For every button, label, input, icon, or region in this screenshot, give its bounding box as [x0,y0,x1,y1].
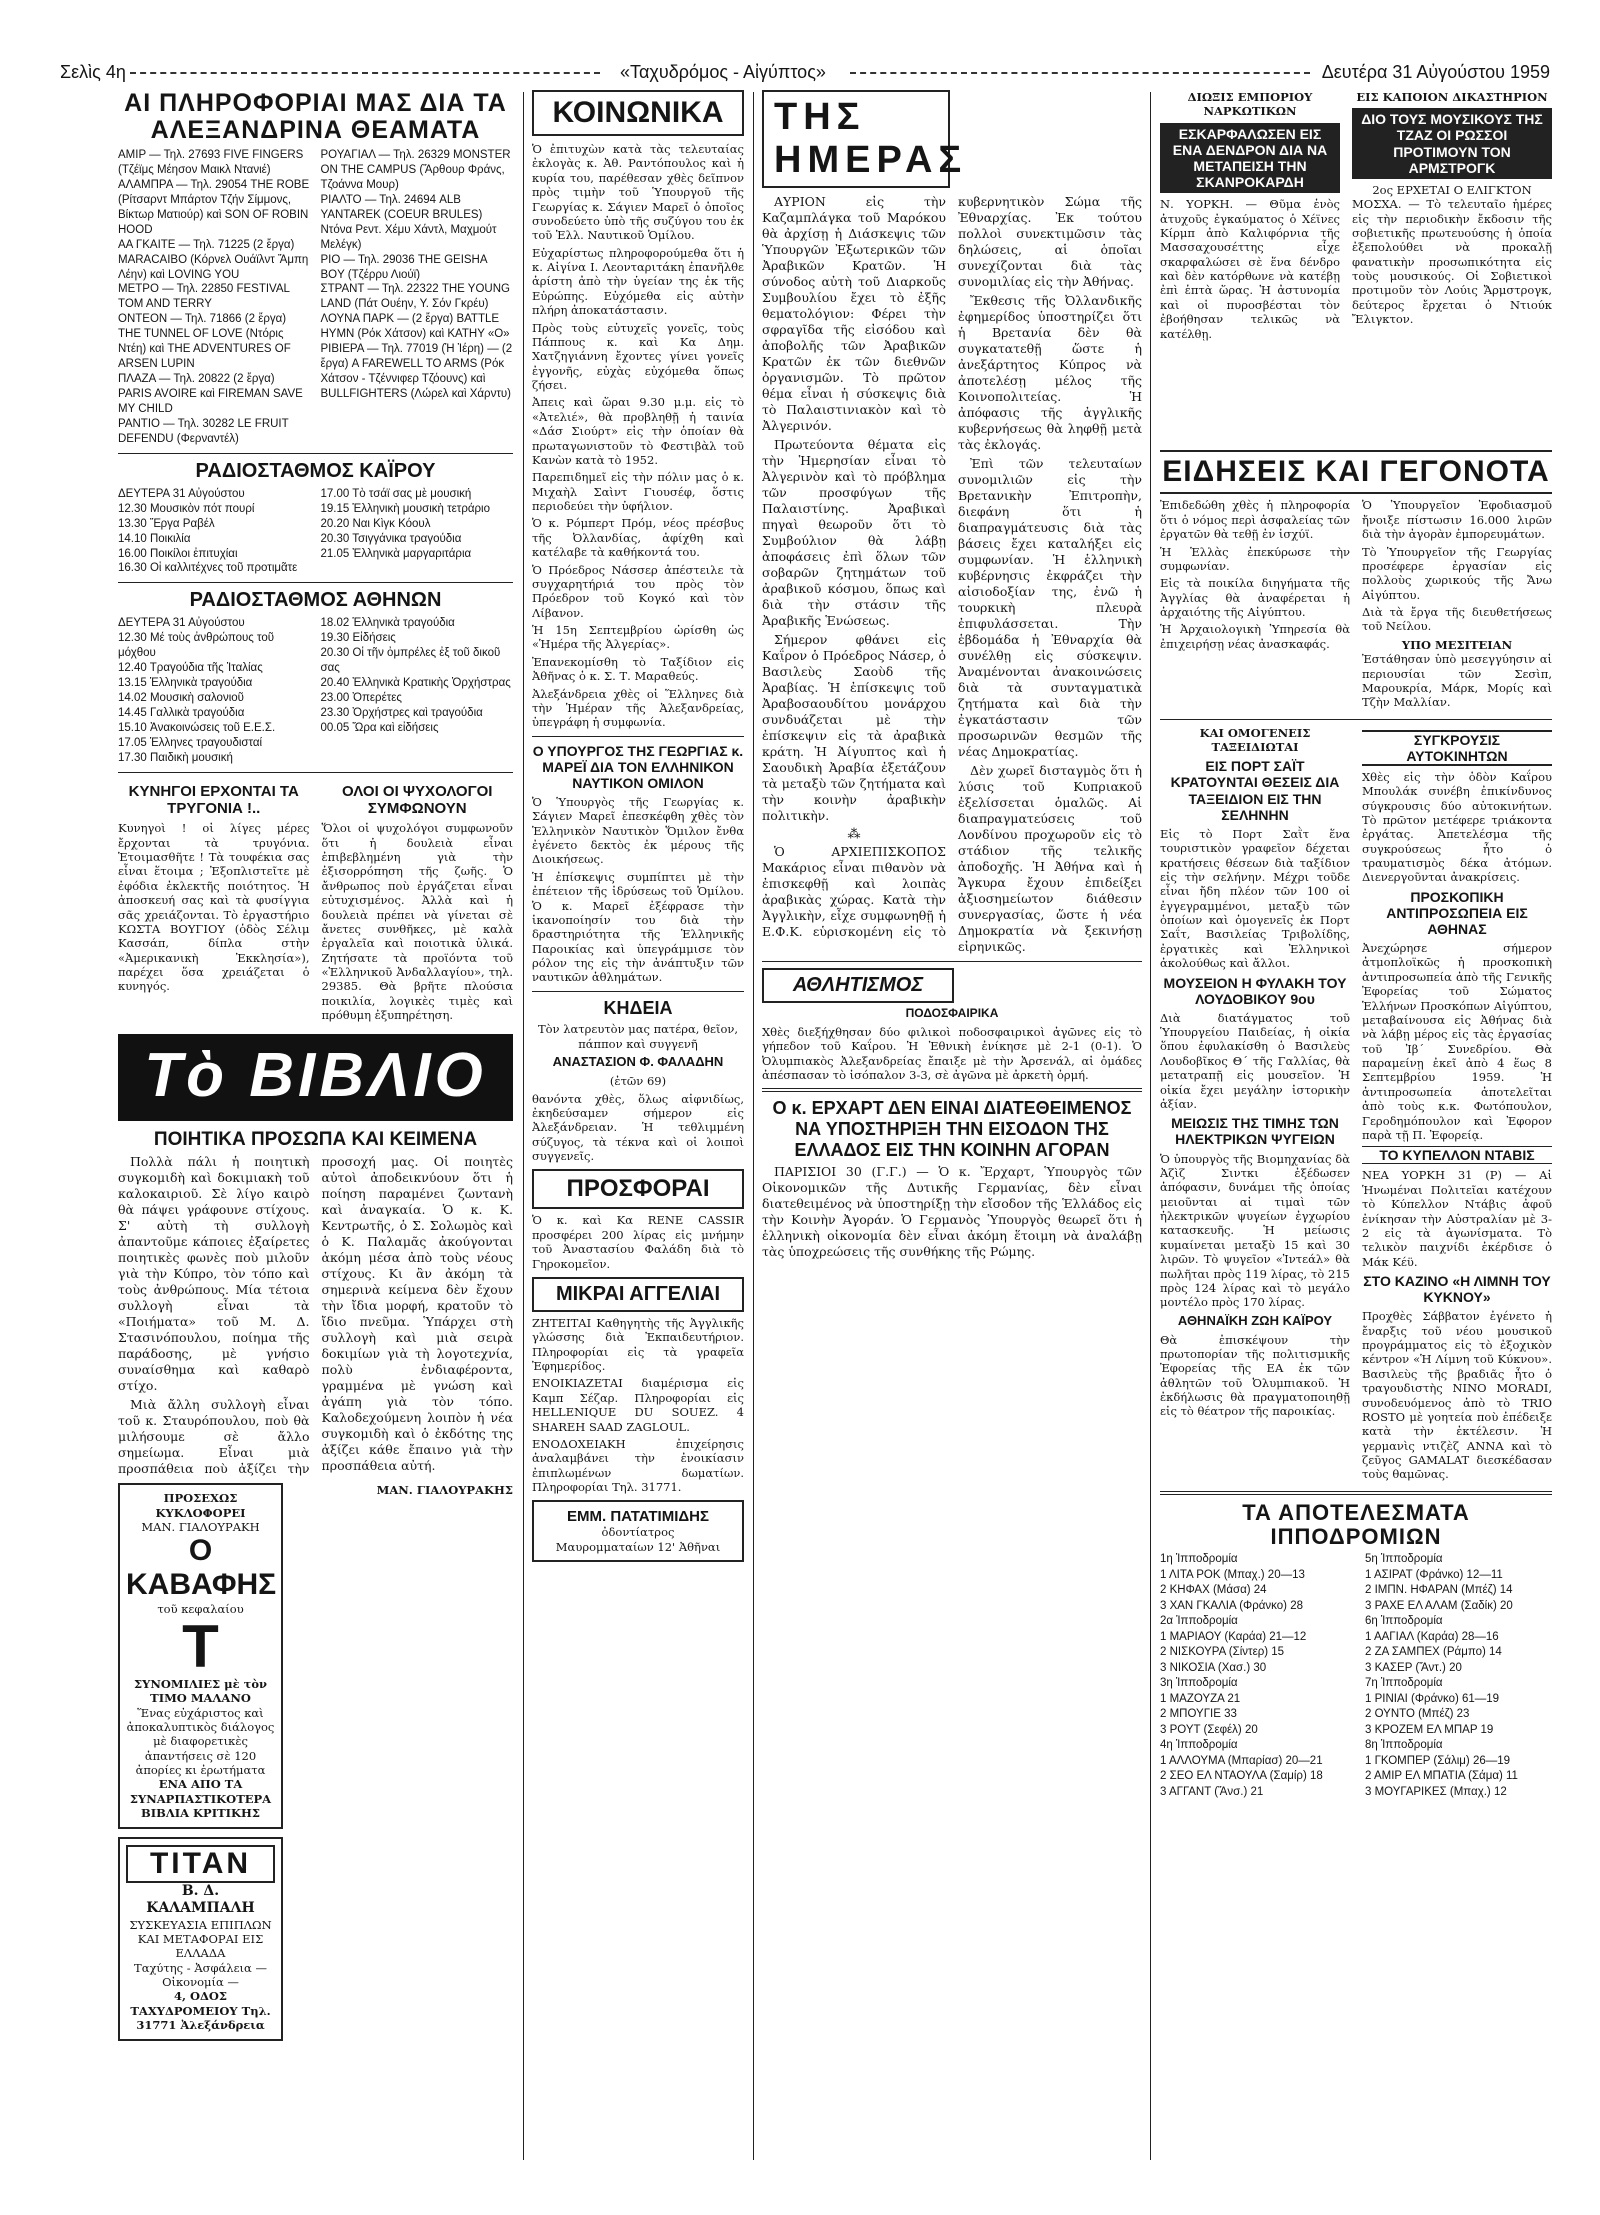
sports-text: Χθὲς διεξήχθησαν δύο φιλικοὶ ποδοσφαιρικοὶ ἀγῶνες εἰς τὸ γήπεδον τοῦ Καΐρου. Ἡ Ἐθνικὴ ἐνίκησε μὲ 2-1 (0-1). Ὁ Ὀλυμπιακὸς Ἀλεξανδρείας ἔπαιξε μὲ τὴν Ἀρσενάλ, αἱ ὀμάδες ἀπέσπασαν τὸ ἰσόπαλον 3-3, σὲ ἀγῶνα μὲ ἀρκετὴ ὁρμή. [762,1024,1142,1082]
cinema-listings [118,148,513,447]
cairo-life-text: Θὰ ἐπισκέψουν τὴν πρωτοπορίαν τῆς πολιτισμικῆς Ἐφορείας τῆς ΕΑ ἐκ τῶν ἀθλητῶν τοῦ Ὀλυμπιακοῦ. Ἡ ἐκδήλωσις θὰ πραγματοποιηθῇ εἰς τὸ θέατρον τῆς παροικίας. [1160,1332,1350,1419]
sports-subheader: ΠΟΔΟΣΦΑΙΡΙΚΑ [905,1006,999,1020]
paper-name: «Ταχυδρόμος - Αἰγύπτος» [620,62,826,82]
race-line: 1 ΛΙΤΑ ΡΟΚ (Μπαχ.) 20—13 [1160,1568,1305,1581]
cinema-list-a [118,148,311,447]
smuggling-text: Ν. ΥΟΡΚΗ. — Θῦμα ἑνὸς ἀτυχοῦς ἐγκαύματος ὁ Χέϊνες Κίρμπ ἀπὸ Καλιφόρνια τῆς Μασσαχουσέττης εἶχε σκαρφαλώσει σὲ ἕνα δένδρο καὶ δὲν κατόρθωνε νὰ κατέβῃ ἐπὶ ἑπτὰ ὥρας. Ἡ ἀστυνομία καὶ οἱ πυροσβέσται τὸν ἐβοήθησαν τελικῶς νὰ κατέλθῃ. [1160,197,1340,341]
race-line: 4η Ἱπποδρομία [1160,1739,1238,1752]
divider [118,772,513,773]
paragraph: Σήμερον φθάνει εἰς Καΐρον ὁ Πρόεδρος Νάσερ, ὁ Βασιλεὺς Σαοὺδ τῆς Ἀραβίας. Ἡ ἐπίσκεψις τοῦ Ἀραβοσαουδίτου μονάρχου συνδυάζεται μὲ τὴν ἐπίσκεψιν εἰς τὰ ἀραβικὰ κράτη. Ἡ Ἀίγυπτος καὶ ἡ Σαουδικὴ Ἀραβία ἐξετάζουν τὰ μεταξὺ τῶν ζητήματα καὶ τὴν κοινὴν ἀραβικὴν πολιτικὴν. [762,632,946,823]
book-signature: ΜΑΝ. ΓΙΑΛΟΥΡΑΚΗΣ [376,1483,513,1498]
paragraph: Ὁ Ὑπουργὸς τῆς Γεωργίας κ. Σάγιεν Μαρεῖ ἐπεσκέφθη χθὲς τὸν Ἑλληνικὸν Ναυτικὸν Ὅμιλον ἔνθα ἐγένετο δεκτὸς ἐκ μέρους τῆς Διοικήσεως. [532,794,744,867]
race-line: 1 ΓΚΟΜΠΕΡ (Σάλιμ) 26—19 [1365,1754,1511,1767]
race-line: 3 ΡΟΥΤ (Σεφέλ) 20 [1160,1723,1258,1736]
schedule-item: 14.45 Γαλλικὰ τραγούδια [118,707,245,719]
dentist-role: ὀδοντίατρος [601,1525,675,1540]
schedule-date: ΔΕΥΤΕΡΑ 31 Αὐγούστου [118,617,245,630]
kavafis-desc: Ἕνας εὐχάριστος καὶ ἀποκαλυπτικὸς διάλογος μὲ διαφορετικὲς ἀπαντήσεις σὲ 120 ἀπορίες κι ἐρωτήματα [126,1705,275,1778]
separator: ⁂ [847,827,861,842]
race-line: 2 ΑΜΙΡ ΕΛ ΜΠΑΤΙΑ (Σάμα) 11 [1365,1770,1518,1783]
scouts-title: ΠΡΟΣΚΟΠΙΚΗ ΑΝΤΙΠΡΟΣΩΠΕΙΑ ΕΙΣ ΑΘΗΝΑΣ [1386,888,1528,938]
psych-title: ΟΛΟΙ ΟΙ ΨΥΧΟΛΟΓΟΙ ΣΥΜΦΩΝΟΥΝ [342,782,493,817]
page-header-strip [60,62,1550,84]
book-article [118,1154,513,1477]
cairo-radio-title: ΡΑΔΙΟΣΤΑΘΜΟΣ ΚΑΪΡΟΥ [195,459,436,482]
kavafis-letter: Τ [182,1612,219,1680]
news-item: Ἡ Ἑλλὰς ἐπεκύρωσε τὴν συμφωνίαν. [1160,544,1350,573]
cairo-life-title: ΑΘΗΝΑΪΚΗ ΖΩΗ ΚΑΪΡΟΥ [1177,1312,1333,1328]
paragraph: Δὲν χωρεῖ δισταγμὸς ὅτι ἡ λύσις τοῦ Κυπριακοῦ ἐξελίσσεται ὁμαλῶς. Αἱ διαπραγματεύσεις τοῦ Λονδίνου προχωροῦν εἰς τὸ στάδιον τῆς τελικῆς ἀποδοχῆς. Ἡ Ἀθήνα καὶ ἡ Ἄγκυρα ἔχουν ἐπιδείξει ἀξιοσημείωτον διάθεσιν συνεργασίας, ὥστε ἡ νέα Δημοκρατία νὰ ξεκινήσῃ εἰρηνικῶς. [958,763,1142,954]
race-line: 6η Ἱπποδρομία [1365,1615,1443,1628]
social-item: Εὐχαρίστως πληροφορούμεθα ὅτι ἡ κ. Αἰγίνα Ι. Λεονταριτάκη ἐπανῆλθε ἀρίστη ἀπὸ τὴν ὑγείαν της ἐκ τῆς Εὐρώπης. Εὐχόμεθα εἰς αὐτὴν πλήρη ἀποκατάστασιν. [532,245,744,318]
scouts-text: Ἀνεχώρησε σήμερον ἀτμοπλοϊκῶς ἡ προσκοπικὴ ἀντιπροσωπεία ἀπὸ τῆς Γενικῆς Ἐφορείας τοῦ Σώματος Ἑλλήνων Προσκόπων Αἰγύπτου, μεταβαίνουσα εἰς Ἀθήνας διὰ νὰ λάβῃ μέρος εἰς τὰς ἐργασίας τοῦ Ἰβ΄ Συνεδρίου. Θὰ παραμείνῃ ἐκεῖ ἀπὸ 4 ἕως 8 Σεπτεμβρίου 1959. Ἡ ἀντιπροσωπεία ἀποτελεῖται ἀπὸ τοὺς κ.κ. Φωτόπουλον, Γεροδημόπουλον καὶ Ἐφορον παρὰ τῇ Π. Ἐφορείᾳ. [1362,941,1552,1142]
cinema-item: ΑΛΑΜΠΡΑ — Τηλ. 29054 THE ROBE (Ρίτσαρντ Μπάρτον Τζήν Σίμμονς, Βίκτωρ Ματιούρ) καὶ SON OF ROBIN HOOD [118,178,310,236]
titan-line1: ΣΥΣΚΕΥΑΣΙΑ ΕΠΙΠΛΩΝ [129,1917,272,1932]
cinema-item: ΡΙΒΙΕΡΑ — Τηλ. 77019 (Ἡ Ἱέρη) — (2 ἔργα) A FAREWELL TO ARMS (Ρόκ Χάτσον - Τζέννιφερ Τζόουνς) καὶ BULLFIGHTERS (Λώρελ καὶ Χάρντυ) [320,343,513,400]
schedule-item: 20.30 Οἱ τῆν ὀμπρέλες ἐξ τοῦ δικοῦ σας [320,647,501,675]
schedule-item: 19.30 Εἰδήσεις [320,632,396,645]
accidents-text: Χθὲς εἰς τὴν ὁδὸν Καΐρου Μπουλάκ συνέβη ἐπικίνδυνος σύγκρουσις δύο αὐτοκινήτων. Τὸ πρῶτον μετέφερε τριάκοντα ἐργάτας. Ἀπετελέσμα τῆς συγκρούσεως ἦτο ὁ τραυματισμὸς δέκα ἀτόμων. Διενεργοῦνται ἀνακρίσεις. [1362,769,1552,885]
athens-schedule-a [118,616,311,765]
of-the-day-masthead: ΤΗΣ ΗΜΕΡΑΣ [762,90,950,188]
psych-ad [322,779,514,1026]
athens-radio-schedule [118,616,513,765]
social-item: Ἀλεξάνδρεια χθὲς οἱ Ἕλληνες διὰ τὴν Ἡμέραν τῆς Ἀλεξανδρείας, ὑπεγράφη ἡ συμφωνία. [532,686,744,730]
column-second [532,90,744,2160]
raff-text: Εἰς τὸ Πορτ Σαῒτ ἕνα τουριστικὸν γραφεῖον δέχεται κρατήσεις θέσεων διὰ ταξίδιον εἰς τὴν σελήνην. Μέχρι τοῦδε εἶναι ἤδη πλέον τῶν 100 οἱ ἐγγεγραμμένοι, μεταξὺ τῶν ὁποίων καὶ ὁμογενεῖς ἐκ Πορτ Σαΐτ, Βασιλείας Τριβολίδης, ἐργατικὲς καὶ Ἑλληνικοὶ ἀκολούθως καὶ ἄλλοι. [1160,826,1350,971]
lower-col-a [1160,726,1350,1485]
schedule-item: 12.30 Μουσικὸν πότ πουρί [118,502,255,515]
cairo-schedule-a [118,487,311,577]
schedule-item: 17.05 Ἑλληνες τραγουδισταί [118,736,263,749]
ads-bottom-right [293,1483,513,2040]
erhard-text: ΠΑΡΙΣΙΟΙ 30 (Γ.Γ.) — Ὁ κ. Ἔρχαρτ, Ὑπουργὸς τῶν Οἰκονομικῶν τῆς Δυτικῆς Γερμανίας, δὲν εἶναι διατεθειμένος νὰ ὑποστηρίξῃ τὴν εἴσοδον τῆς Ἑλλάδος εἰς τὴν Κοινὴν Ἀγοράν. Ὁ Γερμανὸς Ὑπουργὸς θεωρεῖ ὅτι ἡ ἑλληνικὴ οἰκονομία δὲν εἶναι ἀκόμη ἕτοιμη νὰ ἀναλάβῃ τὰς ὑποχρεώσεις τῆς συνθήκης τῆς Ρώμης. [762,1164,1142,1260]
titan-ad [118,1837,283,2041]
news-item: Διὰ τὰ ἔργα τῆς διευθετήσεως τοῦ Νείλου. [1362,605,1552,634]
funeral-title: ΚΗΔΕΙΑ [603,997,673,1018]
classified-item: ΖΗΤΕΙΤΑΙ Καθηγητὴς τῆς Ἀγγλικῆς γλώσσης διὰ Ἐκπαιδευτήριον. Πληροφορίαι εἰς τὰ γραφεῖα Ἐφημερίδος. [532,1315,744,1374]
column-rule [523,92,524,2160]
titan-owner: Β. Δ. ΚΑΛΑΜΠΑΛΗ [146,1882,255,1917]
race-line: 3 ΝΙΚΟΣΙΑ (Χασ.) 30 [1160,1661,1267,1674]
rome-text: ΜΟΣΧΑ. — Τὸ τελευταῖο ἡμέρες εἰς τὴν περιοδικὴν ἔκδοσιν τῆς σοβιετικῆς πρωτευούσης ἡ ὁποία ἐξεπολούθει νὰ προκαλῇ φανατικὴν προσωπικότητα εἰς τοὺς μουσικούς. Οἱ Σοβιετικοὶ προτιμοῦν τὸν Λούις Ἄρμστρογκ, δεύτερος ἔρχεται ὁ Ντιούκ Ἔλιγκτον. [1352,197,1552,327]
schedule-item: 23.00 Ὀπερέτες [320,692,402,705]
page-number: Σελὶς 4η [60,62,126,82]
classified-item: ΕΝΟΔΟΧΕΙΑΚΗ ἐπιχείρησις ἀναλαμβάνει τὴν ἐνοικίασιν ἐπιπλωμένων δωματίων. Πληροφορίαι Τηλ. 31771. [532,1436,744,1495]
schedule-item: 13.30 Ἔργα Ραβέλ [118,517,215,530]
race-line: 5η Ἱπποδρομία [1365,1553,1443,1566]
issue-date: Δευτέρα 31 Αὐγούστου 1959 [1321,62,1550,82]
header-dash-right [850,72,1310,74]
race-line: 1 ΑΣΙΡΑΤ (Φράνκο) 12—11 [1365,1568,1503,1581]
rome-label: ΕΙΣ ΚΑΠΟΙΟΝ ΔΙΚΑΣΤΗΡΙΟΝ [1356,90,1548,104]
paragraph: Ἔκθεσις τῆς Ὀλλανδικῆς ἐφημερίδος ὑποστηρίζει ὅτι ἡ Βρετανία δὲν θὰ συγκατατεθῇ ὥστε ἡ ἀνεξάρτητος Κύπρος νὰ ἀποτελέσῃ μέλος τῆς Κοινοπολιτείας. Ἡ ἀπόφασις τῆς ἀγγλικῆς κυβερνήσεως θὰ ληφθῇ μετὰ τὰς ἐκλογάς. [958,293,1142,452]
divider [118,453,513,454]
offers-text: Ὁ κ. καὶ Κα RENE CASSIR προσφέρει 200 λίρας εἰς μνήμην τοῦ Ἀναστασίου Φαλάδη διὰ τὸ Γηροκομεῖον. [532,1213,744,1271]
kavafis-name: Ο ΚΑΒΑΦΗΣ [126,1534,277,1602]
appoint-label: ΥΠΟ ΜΕΣΙΤΕΙΑΝ [1401,637,1513,652]
race-line: 2 ΜΠΟΥΓΙΕ 33 [1160,1708,1237,1721]
race-line: 2 ΙΜΠΝ. ΗΦΑΡΑΝ (Μπέζ) 14 [1365,1584,1513,1597]
races-list-b [1365,1552,1552,1800]
athens-radio-title: ΡΑΔΙΟΣΤΑΘΜΟΣ ΑΘΗΝΩΝ [189,589,442,612]
news-facts-body [1160,498,1552,712]
ad-row [118,779,513,1026]
lower-right-body [1160,726,1552,1485]
news-list-b [1362,498,1552,712]
race-line: 2 ΟΥΝΤΟ (Μπέζ) 23 [1365,1708,1470,1721]
column-left [118,90,513,2160]
schedule-item: 19.15 Ἑλληνικὴ μουσικὴ τετράριο [320,502,491,515]
kavafis-top: ΠΡΟΣΕΧΩΣ ΚΥΚΛΟΦΟΡΕΙ [155,1491,246,1520]
schedule-item: 14.10 Ποικιλία [118,532,191,545]
kavafis-sub: τοῦ κεφαλαίου [157,1602,244,1617]
accidents-title: ΣΥΓΚΡΟΥΣΙΣ ΑΥΤΟΚΙΝΗΤΩΝ [1362,730,1552,766]
titan-line3: Ταχύτης - Ἀσφάλεια — Οἰκονομία — [134,1960,267,1990]
social-item: Ὁ Πρόεδρος Νάσσερ ἀπέστειλε τὰ συγχαρητήριά του πρὸς τὸν Πρόεδρον τοῦ Κογκό καὶ τὸν Λίβανον. [532,562,744,620]
paragraph: Ἡ ἐπίσκεψις συμπίπτει μὲ τὴν ἐπέτειον τῆς ἱδρύσεως τοῦ Ὁμίλου. Ὁ κ. Μαρεῖ ἐξέφρασε τὴν ἱκανοποίησίν του διὰ τὴν δραστηριότητα τῆς Ἑλληνικῆς Παροικίας καὶ ὑπεγράμμισε τὸν ρόλον της εἰς τὴν ἀνάπτυξιν τῶν ναυτικῶν ἀθλημάτων. [532,869,744,985]
race-line: 2 ΖΑ ΣΑΜΠΕΧ (Ράμπο) 14 [1365,1646,1502,1659]
funeral-name: ΑΝΑΣΤΑΣΙΟΝ Φ. ΦΑΛΑΔΗΝ [552,1054,724,1070]
offers-title: ΠΡΟΣΦΟΡΑΙ [532,1169,744,1209]
race-line: 1 ΡΙΝΙΑΙ (Φράνκο) 61—19 [1365,1692,1500,1705]
divider [762,1088,1142,1092]
social-item: Ὁ ἐπιτυχὼν κατὰ τὰς τελευταίας ἐκλογὰς κ. Ἀθ. Ραντόπουλος καὶ ἡ κυρία του, παρέθεσαν χθὲς δεῖπνον πρὸς τιμὴν τοῦ Ὑπουργοῦ τῆς Γεωργίας κ. Σάγιεν Μαρεῖ ὁ ὁποῖος συνοδεύετο ὑπὸ τῆς συζύγου του ἐκ τοῦ Ἑλλ. Ναυτικοῦ Ὁμίλου. [532,142,744,243]
ads-bottom-left [118,1483,283,2040]
book-title: ΠΟΙΗΤΙΚΑ ΠΡΟΣΩΠΑ ΚΑΙ ΚΕΙΜΕΝΑ [153,1128,478,1150]
race-line: 3 ΜΟΥΓΑΡΙΚΕΣ (Μπαχ.) 12 [1365,1786,1507,1798]
dentist-name: ΕΜΜ. ΠΑΤΑΤΙΜΙΔΗΣ [567,1508,709,1526]
race-line: 2α Ἱπποδρομία [1160,1615,1238,1628]
schedule-item: 20.30 Τσιγγάνικα τραγούδια [320,532,462,545]
race-line: 3 ΑΓΓΑΝΤ (Ἄνσ.) 21 [1160,1786,1264,1798]
funeral-text-2: θανόντα χθὲς, ὅλως αἰφνιδίως, ἐκηδεύσαμεν σήμερον εἰς Ἀλεξάνδρειαν. Ἡ τεθλιμμένη σύζυγος, τὰ τέκνα καὶ οἱ λοιποὶ συγγενεῖς. [532,1091,744,1164]
hunters-title: ΚΥΝΗΓΟΙ ΕΡΧΟΝΤΑΙ ΤΑ ΤΡΥΓΟΝΙΑ !.. [128,782,299,817]
rome-title: ΔΙΟ ΤΟΥΣ ΜΟΥΣΙΚΟΥΣ ΤΗΣ ΤΖΑΖ ΟΙ ΡΩΣΣΟΙ ΠΡΟΤΙΜΟΥΝ ΤΟΝ ΑΡΜΣΤΡΟΓΚ [1352,108,1552,178]
race-line: 1η Ἱπποδρομία [1160,1553,1238,1566]
social-item: Παρεπιδημεῖ εἰς τὴν πόλιν μας ὁ κ. Μιχαὴλ Σαὶντ Γιουσέφ, ὅστις περιοδεύει τὴν ὑφήλιον. [532,470,744,513]
schedule-date: ΔΕΥΤΕΡΑ 31 Αὐγούστου [118,487,245,500]
kavafis-series: ΕΝΑ ΑΠΟ ΤΑ ΣΥΝΑΡΠΑΣΤΙΚΟΤΕΡΑ ΒΙΒΛΙΑ ΚΡΙΤΙΚΗΣ [129,1777,272,1821]
social-item: Ὁ κ. Ρόμπερτ Πρόμ, νέος πρέσβυς τῆς Ὀλλανδίας, ἀφίχθη καὶ κατέλαβε τὰ καθήκοντά του. [532,516,744,560]
header-dash-left [130,72,600,74]
athens-schedule-b [321,616,514,765]
schedule-item: 12.40 Τραγούδια τῆς Ἰταλίας [118,662,263,675]
davis-cup-text: ΝΕΑ ΥΟΡΚΗ 31 (Ρ) — Αἱ Ἡνωμέναι Πολιτεῖαι κατέχουν τὸ Κύπελλον Ντάβις ἀφοῦ ἐνίκησαν τὴν Αὐστραλίαν μὲ 3-2 εἰς τὰ ἀγωνίσματα. Τὸ τελικὸν παιχνίδι ἐκέρδισε ὁ Μάκ Κέϋ. [1362,1168,1552,1269]
paragraph: Πολλὰ πάλι ἡ ποιητικὴ συγκομιδὴ καὶ δοκιμιακὴ τοῦ καλοκαιριοῦ. Σὲ λίγο καιρὸ θὰ πάψει γράφουνε στίχους. Σ' αὐτὴ τὴ συλλογὴ ἀπαντοῦμε κάποιες ἐξαίρετες ποιητικὲς φωνὲς ποὺ μιλοῦν γιὰ τὴν Κύπρο, τὸν τόπο καὶ τοὺς ἀνθρώπους. Μία τέτοια συλλογὴ εἶναι τὰ «Ποιήματα» τοῦ Μ. Δ. Στασινόπουλου, ποίημα τῆς παράδοσης, μὲ γνήσιο συναίσθημα καὶ καθαρὸ στίχο. [118,1154,310,1394]
news-item: Ὁ Ὑπουργεῖον Ἐφοδιασμοῦ ἤνοιξε πίστωσιν 16.000 λιρῶν διὰ τὴν ἀγορὰν ἐμπορευμάτων. [1362,498,1552,542]
cinema-item: ΛΟΥΝΑ ΠΑΡΚ — (2 ἔργα) BATTLE HYMN (Ρόκ Χάτσον) καὶ KATHY «O» [320,313,510,341]
psych-text: Ὅλοι οἱ ψυχολόγοι συμφωνοῦν ὅτι ἡ δουλειὰ εἶναι ἐπιβεβλημένη γιὰ τὴν ἐξισορρόπηση τῆς ζωῆς. Ὁ ἄνθρωπος ποὺ ἐργάζεται εἶναι εὐτυχισμένος. Ἀλλὰ καὶ ἡ δουλειὰ πρέπει νὰ γίνεται σὲ ἄνετες συνθῆκες, μὲ καλὰ ἐργαλεῖα καὶ ποιοτικὰ ὑλικά. Ζητήσατε τὰ προϊόντα τοῦ «Ἑλληνικοῦ Ἀνδαλλαγίου», τηλ. 29385. Θὰ βρῆτε πλούσια ποικιλία, λογικὲς τιμὲς καὶ πρόθυμη ἐξυπηρέτηση. [321,821,513,1023]
of-the-day-body [762,194,1142,955]
social-item: Πρὸς τοὺς εὐτυχεῖς γονεῖς, τοὺς Πάππους κ. καὶ Κα Δημ. Χατζηγιάννη ἔχοντες γίνει γονεῖς ἐγγονῆς, εὐχὰς εὐχόμεθα ὅπως ζήσει. [532,320,744,392]
schedule-item: 21.05 Ἐλληνικὰ μαργαριτάρια [320,547,472,560]
minister-title: Ο ΥΠΟΥΡΓΟΣ ΤΗΣ ΓΕΩΡΓΙΑΣ κ. ΜΑΡΕΪ ΔΙΑ ΤΟΝ ΕΛΛΗΝΙΚΟΝ ΝΑΥΤΙΚΟΝ ΟΜΙΛΟΝ [532,742,744,791]
paragraph: Ὁ ΑΡΧΙΕΠΙΣΚΟΠΟΣ Μακάριος εἶναι πιθανὸν νὰ ἐπισκεφθῇ καὶ λοιπὰς ἀραβικὰς χώρας. Κατὰ τὴν Ἀγγλικὴν, εἶχε συμφωνηθῇ ἡ Ε.Φ.Κ. εὑρισκομένη εἰς τὸ κυβερνητικὸν Σώμα τῆς Ἐθναρχίας. Ἐκ τούτου πολλοὶ συνεκτιμῶσιν τὰς δηλώσεις, αἱ ὁποῖαι συνεχίζονται διὰ τὰς συνομιλίας εἰς τὴν Ἀθήνας. [762,194,1142,939]
hunters-text: Κυνηγοὶ ! οἱ λίγες μέρες ἔρχονται τὰ τρυγόνια. Ἑτοιμασθῆτε ! Τὰ τουφέκια σας εἶναι ἕτοιμα ; Ἐξοπλιστεῖτε μὲ ἐφόδια ἐκλεκτῆς ποιότητος. Ἡ ἀποσκευή σας καὶ τὰ φυσίγγια σᾶς χρειάζονται. Τὸ ἐργαστήριο ΚΩΣΤΑ ΒΟΥΓΙΟΥ (ὁδὸς Σέλιμ Κασσάπ, δίπλα στὴν «Ἀμερικανικὴ Ἐκκλησία»), παρέχει ὅσα χρειάζεται ὁ κυνηγός. [118,821,310,994]
funeral-age: (ἐτῶν 69) [609,1074,667,1089]
divider [762,961,1142,962]
smuggling-title: ΕΣΚΑΡΦΑΛΩΣΕΝ ΕΙΣ ΕΝΑ ΔΕΝΔΡΟΝ ΔΙΑ ΝΑ ΜΕΤΑΠΕΙΣΗ ΤΗΝ ΣΚΑΝΡΟΚΑΡΔΗ [1160,123,1340,193]
kavafis-sub2: ΣΥΝΟΜΙΛΙΕΣ μὲ τὸν ΤΙΜΟ ΜΑΛΑΝΟ [134,1676,267,1706]
race-line: 3 ΡΑΧΕ ΕΛ ΑΛΑΜ (Σαδίκ) 20 [1365,1599,1513,1612]
column-rule [753,92,754,2160]
cairo-schedule-b [321,487,514,577]
divider [1160,719,1552,720]
titan-name: ΤΙΤΑΝ [126,1845,275,1883]
casino-text: Προχθὲς Σάββατον ἐγένετο ἡ ἔναρξις τοῦ νέου μουσικοῦ προγράμματος εἰς τὸ ἐξοχικὸν κέντρον «Ἡ Λίμνη τοῦ Κύκνου». Βασιλεὺς τῆς βραδιᾶς ἦτο ὁ τραγουδιστὴς NINO MORADI, συνοδευόμενος ἀπὸ τὸ TRIO ROSTO μὲ γοητεία ποὺ ἐπέδειξε κατὰ τὴν ἐκτέλεσιν. Ἡ γερμανὶς ντιζὲζ ANNA καὶ τὸ ζεῦγος GAMALAT διεσκέδασαν τοὺς θαμῶνας. [1362,1309,1552,1482]
schedule-item: 14.02 Μουσικὴ σαλονιοῦ [118,692,244,705]
smuggling-label: ΔΙΩΞΙΣ ΕΜΠΟΡΙΟΥ ΝΑΡΚΩΤΙΚΩΝ [1187,90,1313,119]
divider [1160,1491,1552,1495]
social-title: ΚΟΙΝΩΝΙΚΑ [532,90,744,136]
cinema-item: ΑΜΙΡ — Τηλ. 27693 FIVE FINGERS (Τζέϊμς Μέησον Μαικλ Ντανιέ) [118,149,304,176]
book-banner: Τὸ ΒΙΒΛΙΟ [118,1034,513,1121]
fridge-prices-text: Ὁ ὑπουργὸς τῆς Βιομηχανίας δὰ Ἀζὶζ Σιντκι ἐξέδωσεν ἀπόφασιν, δυνάμει τῆς ὁποίας μειοῦνται αἱ τιμαὶ τῶν ἠλεκτρικῶν ψυγείων ἐγχωρίου κατασκευῆς. Ἡ μείωσις κυμαίνεται μεταξὺ 15 καὶ 30 λιρῶν. Τὸ ψυγεῖον «Ἰντεάλ» θὰ πωλῆται πρὸς 119 λίρας, τὸ 215 πρὸς 124 λίρας καὶ τὸ μεγάλο μοντέλο πρὸς 170 λίρας. [1160,1151,1350,1310]
hunters-ad [118,779,310,1026]
classified-item: ΕΝΟΙΚΙΑΖΕΤΑΙ διαμέρισμα εἰς Καμπ Σέζαρ. Πληροφορίαι εἰς HELLENIQUE DU SOUEZ. 4 SHAREH SAAD ZAGLOUL. [532,1376,744,1434]
race-line: 8η Ἱπποδρομία [1365,1739,1443,1752]
schedule-item: 12.30 Μέ τοὺς ἀνθρώπους τοῦ μόχθου [118,632,275,660]
sports-header: ΑΘΛΗΤΙΣΜΟΣ [762,968,954,1003]
cinema-item: ΡΟΥΑΓΙΑΛ — Τηλ. 26329 MONSTER ON THE CAMPUS (Ἄρθουρ Φράνς, Τζοάννα Μουρ) [320,149,511,191]
race-line: 1 ΑΑΓΙΑΛ (Καράα) 28—16 [1365,1630,1499,1643]
cinema-list-b [321,148,514,447]
race-line: 1 ΜΑΡΙΑΟΥ (Καράα) 21—12 [1160,1630,1307,1643]
appoint-text: Ἐστάθησαν ὑπὸ μεσεγγύησιν αἱ περιουσίαι τῶν Σεσὶπ, Μαρουκρία, Μάρκ, Μορίς καὶ Τζὴν Μαλλίαν. [1362,652,1552,710]
divider [118,582,513,583]
cinema-item: ΜΕΤΡΟ — Τηλ. 22850 FESTIVAL TOM AND TERRY [118,283,290,311]
theatres-title: ΑΙ ΠΛΗΡΟΦΟΡΙΑΙ ΜΑΣ ΔΙΑ ΤΑ ΑΛΕΞΑΝΔΡΙΝΑ ΘΕΑΜΑΤΑ [124,90,507,144]
news-item: Τὸ Ὑπουργεῖον τῆς Γεωργίας προσέφερε ἐργασίαν εἰς πολλοὺς χωρικούς τῆς Ἄνω Αἰγύπτου. [1362,544,1552,602]
cinema-item: ΡΑΝΤΙΟ — Τηλ. 30282 LE FRUIT DEFENDU (Φερναντέλ) [118,417,289,445]
paragraph: ΑΥΡΙΟΝ εἰς τὴν Καζαμπλάγκα τοῦ Μαρόκου θὰ ἀρχίσῃ ἡ Διάσκεψις τῶν Ὑπουργῶν Ἐξωτερικῶν τῶν Ἀραβικῶν Κρατῶν. Ἡ σύνοδος αὐτὴ τοῦ Διαρκοῦς Συμβουλίου ἔχει τὸ ἐξῆς θεματολόγιον: Φέρει τὴν σφραγῖδα τῆς εἰσόδου καὶ ἀποβολῆς τῶν Ἀραβικῶν Κρατῶν ἐκ τῶν διεθνῶν ὀργανισμῶν. Τὸ πρῶτον θέμα εἶναι ἡ σύσκεψις διὰ τὸ Παλαιστινιακὸν καὶ τὸ Ἀλγερινόν. [762,194,946,433]
cinema-item: ΣΤΡΑΝΤ — Τηλ. 22322 THE YOUNG LAND (Πάτ Ουέην, Υ. Σόν Γκρέυ) [320,283,510,311]
raff-title: ΕΙΣ ΠΟΡΤ ΣΑΪΤ ΚΡΑΤΟΥΝΤΑΙ ΘΕΣΕΙΣ ΔΙΑ ΤΑΞΕΙΔΙΟΝ ΕΙΣ ΤΗΝ ΣΕΛΗΝΗΝ [1170,758,1340,823]
schedule-item: 15.10 Ἀνακοινώσεις τοῦ Ε.Ε.Σ. [118,721,276,734]
museum-text: Διὰ διατάγματος τοῦ Ὑπουργείου Παιδείας, ἡ οἰκία ὅπου ἐφυλακίσθη ὁ Βασιλεὺς Λουδοβῖκος Θ΄ τῆς Γαλλίας, θὰ μετατραπῇ εἰς μουσεῖον. Ἡ οἰκία ἔχει μεγάλην ἱστορικὴν ἀξίαν. [1160,1010,1350,1111]
races-results [1160,1552,1552,1800]
cinema-item: ΡΙΑΛΤΟ — Τηλ. 24694 ALB YANTAREK (COEUR BRULES) Ντόνα Ρεντ. Χέμυ Χάντλ, Μαχμούτ Μελέγκ) [320,193,497,251]
news-item: Ἡ Ἀρχαιολογικὴ Ὑπηρεσία θὰ ἐπιχειρήσῃ νέας ἀνασκαφάς. [1160,622,1350,651]
races-title: ΤΑ ΑΠΟΤΕΛΕΣΜΑΤΑ ΙΠΠΟΔΡΟΜΙΩΝ [1242,1499,1470,1549]
race-line: 3 ΚΡΟΖΕΜ ΕΛ ΜΠΑΡ 19 [1365,1723,1494,1736]
museum-title: ΜΟΥΣΕΙΟΝ Η ΦΥΛΑΚΗ ΤΟΥ ΛΟΥΔΟΒΙΚΟΥ 9ου [1163,974,1347,1007]
race-line: 2 ΣΕΟ ΕΛ ΝΤΑΟΥΛΑ (Σαμίρ) 18 [1160,1770,1323,1783]
news-list-a [1160,498,1350,712]
paragraph: Μιὰ ἄλλη συλλογὴ εἶναι τοῦ κ. Σταυρόπουλου, ποὺ θὰ μιλήσουμε σὲ ἄλλο σημείωμα. Εἶναι μιὰ προσπάθεια ποὺ ἀξίζει τὴν προσοχή μας. Οἱ ποιητὲς αὐτοὶ ἀποδεικνύουν ὅτι ἡ ποίηση παραμένει ζωντανὴ καὶ ἀναγκαία. Ὁ κ. Κ. Κεντρωτῆς, ὁ Σ. Σολωμὸς καὶ ὁ Κ. Παλαμᾶς ἀκούγονται ἀκόμη μέσα ἀπὸ τοὺς νέους στίχους. Κι ἂν ἀκόμη τὰ σημερινὰ κείμενα δὲν ἔχουν τὴν ἴδια μορφή, κρατοῦν τὸ ἴδιο πνεῦμα. Ὑπάρχει στὴ συλλογὴ καὶ μιὰ σειρὰ δοκιμίων γιὰ τὴ λογοτεχνία, πολὺ ἐνδιαφέροντα, γραμμένα μὲ γνώση καὶ ἀγάπη γιὰ τὸν τόπο. Καλοδεχούμενη λοιπὸν ἡ νέα συγκομιδὴ καὶ ὁ ἐκδότης της ἀξίζει κάθε ἔπαινο γιὰ τὴν προσπάθεια αὐτή. [118,1154,513,1477]
kavafis-author: ΜΑΝ. ΓΙΑΛΟΥΡΑΚΗ [141,1520,260,1535]
davis-cup-title: ΤΟ ΚΥΠΕΛΛΟΝ ΝΤΑΒΙΣ [1362,1146,1552,1164]
cinema-item: ΟΝΤΕΟΝ — Τηλ. 71866 (2 ἔργα) THE TUNNEL OF LOVE (Ντόρις Ντέη) καὶ THE ADVENTURES OF ARSEN LUPIN [118,313,291,371]
news-item: Εἰς τὰ ποικίλα διηγήματα τῆς Ἀγγλίας θὰ ἀναφέρεται ἡ ἀρχαιότης τῆς Αἰγύπτου. [1160,576,1350,620]
social-item: Ἡ 15η Σεπτεμβρίου ὡρίσθη ὡς «Ἡμέρα τῆς Ἀλγερίας». [532,623,744,652]
social-item: Ἀπεις καὶ ὥραι 9.30 μ.μ. εἰς τὸ «Ἀτελιέ», θὰ προβληθῇ ἡ ταινία «Δάσ Σιούρτ» εἰς τὴν ὁποίαν θὰ πρωταγωνιστοῦν τὸ Φεστιβὰλ τοῦ Κανὼν κατὰ τὸ 1952. [532,395,744,467]
column-third [762,90,1142,2160]
schedule-item: 23.30 Ὀρχήστρες καὶ τραγούδια [320,707,483,719]
cinema-item: ΑΑ ΓΚΑΙΤΕ — Τηλ. 71225 (2 ἔργα) MARACAIBO (Κόρνελ Ουάϊλντ Ἄμπη Λέην) καὶ LOVING YOU [118,238,309,281]
schedule-item: 20.40 Ἐλληνικὰ Κρατικὴς Ὀρχήστρας [320,677,511,690]
dentist-ad [532,1500,744,1562]
paragraph: Πρωτεύοντα θέματα εἰς τὴν Ἡμερησίαν εἶναι τὸ Ἀλγερινὸν καὶ τὸ πρόβλημα τῶν προσφύγων τῆς Παλαιστίνης. Ἀραβικαὶ πηγαὶ θεωροῦν ὅτι τὸ Συμβούλιον θὰ λάβῃ ἀποφάσεις ἐπὶ ὅλων τῶν σοβαρῶν ζητημάτων τοῦ ἀραβικοῦ κόσμου, ὅπως καὶ διὰ τὴν στάσιν τῆς Ἀραβικῆς Ἑνώσεως. [762,437,946,628]
casino-title: ΣΤΟ ΚΑΖΙΝΟ «Η ΛΙΜΝΗ ΤΟΥ ΚΥΚΝΟΥ» [1363,1273,1551,1306]
classifieds-title: ΜΙΚΡΑΙ ΑΓΓΕΛΙΑΙ [532,1277,744,1312]
divider [532,991,744,992]
schedule-item: 20.20 Ναι Κὶγκ Κόουλ [320,517,431,530]
race-line: 2 ΚΗΦΑΧ (Μάσα) 24 [1160,1584,1267,1597]
race-line: 7η Ἱπποδρομία [1365,1677,1443,1690]
schedule-item: 16.00 Ποικίλοι ἐπιτυχίαι [118,547,238,560]
schedule-item: 13.15 Ἑλληνικὰ τραγούδια [118,677,253,690]
cinema-item: ΠΛΑΖΑ — Τηλ. 20822 (2 ἔργα) PARIS AVOIRE καὶ FIREMAN SAVE MY CHILD [118,373,303,415]
schedule-item: 16.30 Οἱ καλλιτέχνες τοῦ προτιμᾶτε [118,562,298,575]
rome-subtitle: 2ος ΕΡΧΕΤΑΙ Ο ΕΛΙΓΚΤΟΝ [1372,182,1532,197]
dentist-address: Μαυρομματαίων 12' Ἀθῆναι [555,1539,721,1554]
schedule-item: 17.30 Παιδικὴ μουσική [118,751,233,764]
cinema-item: ΡΙΟ — Τηλ. 29036 THE GEISHA BOY (Τζέρρυ Λιούϊ) [320,253,487,281]
race-line: 2 ΝΙΣΚΟΥΡΑ (Σίντερ) 15 [1160,1646,1285,1659]
raff-label: ΚΑΙ ΟΜΟΓΕΝΕΙΣ ΤΑΞΕΙΔΙΩΤΑΙ [1199,725,1311,755]
kavafis-ad [118,1483,283,1828]
race-line: 3η Ἱπποδρομία [1160,1677,1238,1690]
social-item: Ἐπανεκομίσθη τὸ Ταξίδιον εἰς Ἀθῆνας ὁ κ. Σ. Τ. Μαραθεύς. [532,654,744,684]
race-line: 3 ΧΑΝ ΓΚΑΛΙΑ (Φράνκο) 28 [1160,1599,1303,1612]
titan-address: 4, ΟΔΟΣ ΤΑΧΥΔΡΟΜΕΙΟΥ Τηλ. 31771 Ἀλεξάνδρεια [130,1989,271,2033]
race-line: 3 ΚΑΣΕΡ (Ἄντ.) 20 [1365,1661,1462,1674]
column-rule [1150,92,1151,2160]
paragraph: Ἐπὶ τῶν τελευταίων συνομιλιῶν εἰς τὴν Βρετανικὴν Ἐπιτροπὴν, διεφάνη ὅτι ἡ διαπραγμάτευσις διὰ τὰς βάσεις ἔχει καταλήξει εἰς συμφωνίαν. Ἡ ἑλληνικὴ κυβέρνησις ἐκφράζει τὴν αἰσιοδοξίαν της, ἐνῶ ἡ τουρκικὴ πλευρὰ ἐπιφυλάσσεται. Τὴν ἑβδομάδα ἡ Ἐθναρχία θὰ συνέλθῃ εἰς σύσκεψιν. Ἀναμένονται ἀνακοινώσεις διὰ τὰ συνταγματικὰ ζητήματα καὶ διὰ τὴν ἐγκατάστασιν τῶν προσωρινῶν θεσμῶν τῆς νέας Δημοκρατίας. [958,456,1142,759]
schedule-item: 18.02 Ἑλληνικὰ τραγούδια [320,617,455,630]
races-list-a [1160,1552,1347,1800]
news-facts-section [1160,450,1552,2160]
race-line: 1 ΜΑΖΟΥΖΑ 21 [1160,1692,1241,1705]
titan-line2: ΚΑΙ ΜΕΤΑΦΟΡΑΙ ΕΙΣ ΕΛΛΑΔΑ [137,1931,264,1961]
news-facts-title: ΕΙΔΗΣΕΙΣ ΚΑΙ ΓΕΓΟΝΟΤΑ [1160,450,1552,494]
funeral-text: Τὸν λατρευτὸν μας πατέρα, θεῖον, πάππον καὶ συγγενῆ [537,1022,739,1051]
erhard-title: Ο κ. ΕΡΧΑΡΤ ΔΕΝ ΕΙΝΑΙ ΔΙΑΤΕΘΕΙΜΕΝΟΣ ΝΑ ΥΠΟΣΤΗΡΙΞΗ ΤΗΝ ΕΙΣΟΔΟΝ ΤΗΣ ΕΛΛΑΔΟΣ ΕΙΣ ΤΗΝ ΚΟΙΝΗΝ ΑΓΟΡΑΝ [772,1098,1132,1160]
fridge-prices-title: ΜΕΙΩΣΙΣ ΤΗΣ ΤΙΜΗΣ ΤΩΝ ΗΛΕΚΤΡΙΚΩΝ ΨΥΓΕΙΩΝ [1171,1115,1339,1148]
lower-col-b [1362,726,1552,1485]
cairo-radio-schedule [118,487,513,577]
news-item: Ἐπιδεδώθη χθὲς ἡ πληροφορία ὅτι ὁ νόμος περὶ ἀσφαλείας τῶν ἐργατῶν θὰ τεθῇ ἐν ἰσχύϊ. [1160,498,1350,542]
ads-bottom [118,1483,513,2040]
schedule-item: 17.00 Τὸ τσάϊ σας μὲ μουσική [320,487,472,500]
divider [532,736,744,737]
race-line: 1 ΑΛΛΟΥΜΑ (Μπαρίασ) 20—21 [1160,1754,1323,1767]
schedule-item: 00.05 Ὥρα καὶ εἰδήσεις [320,721,439,734]
